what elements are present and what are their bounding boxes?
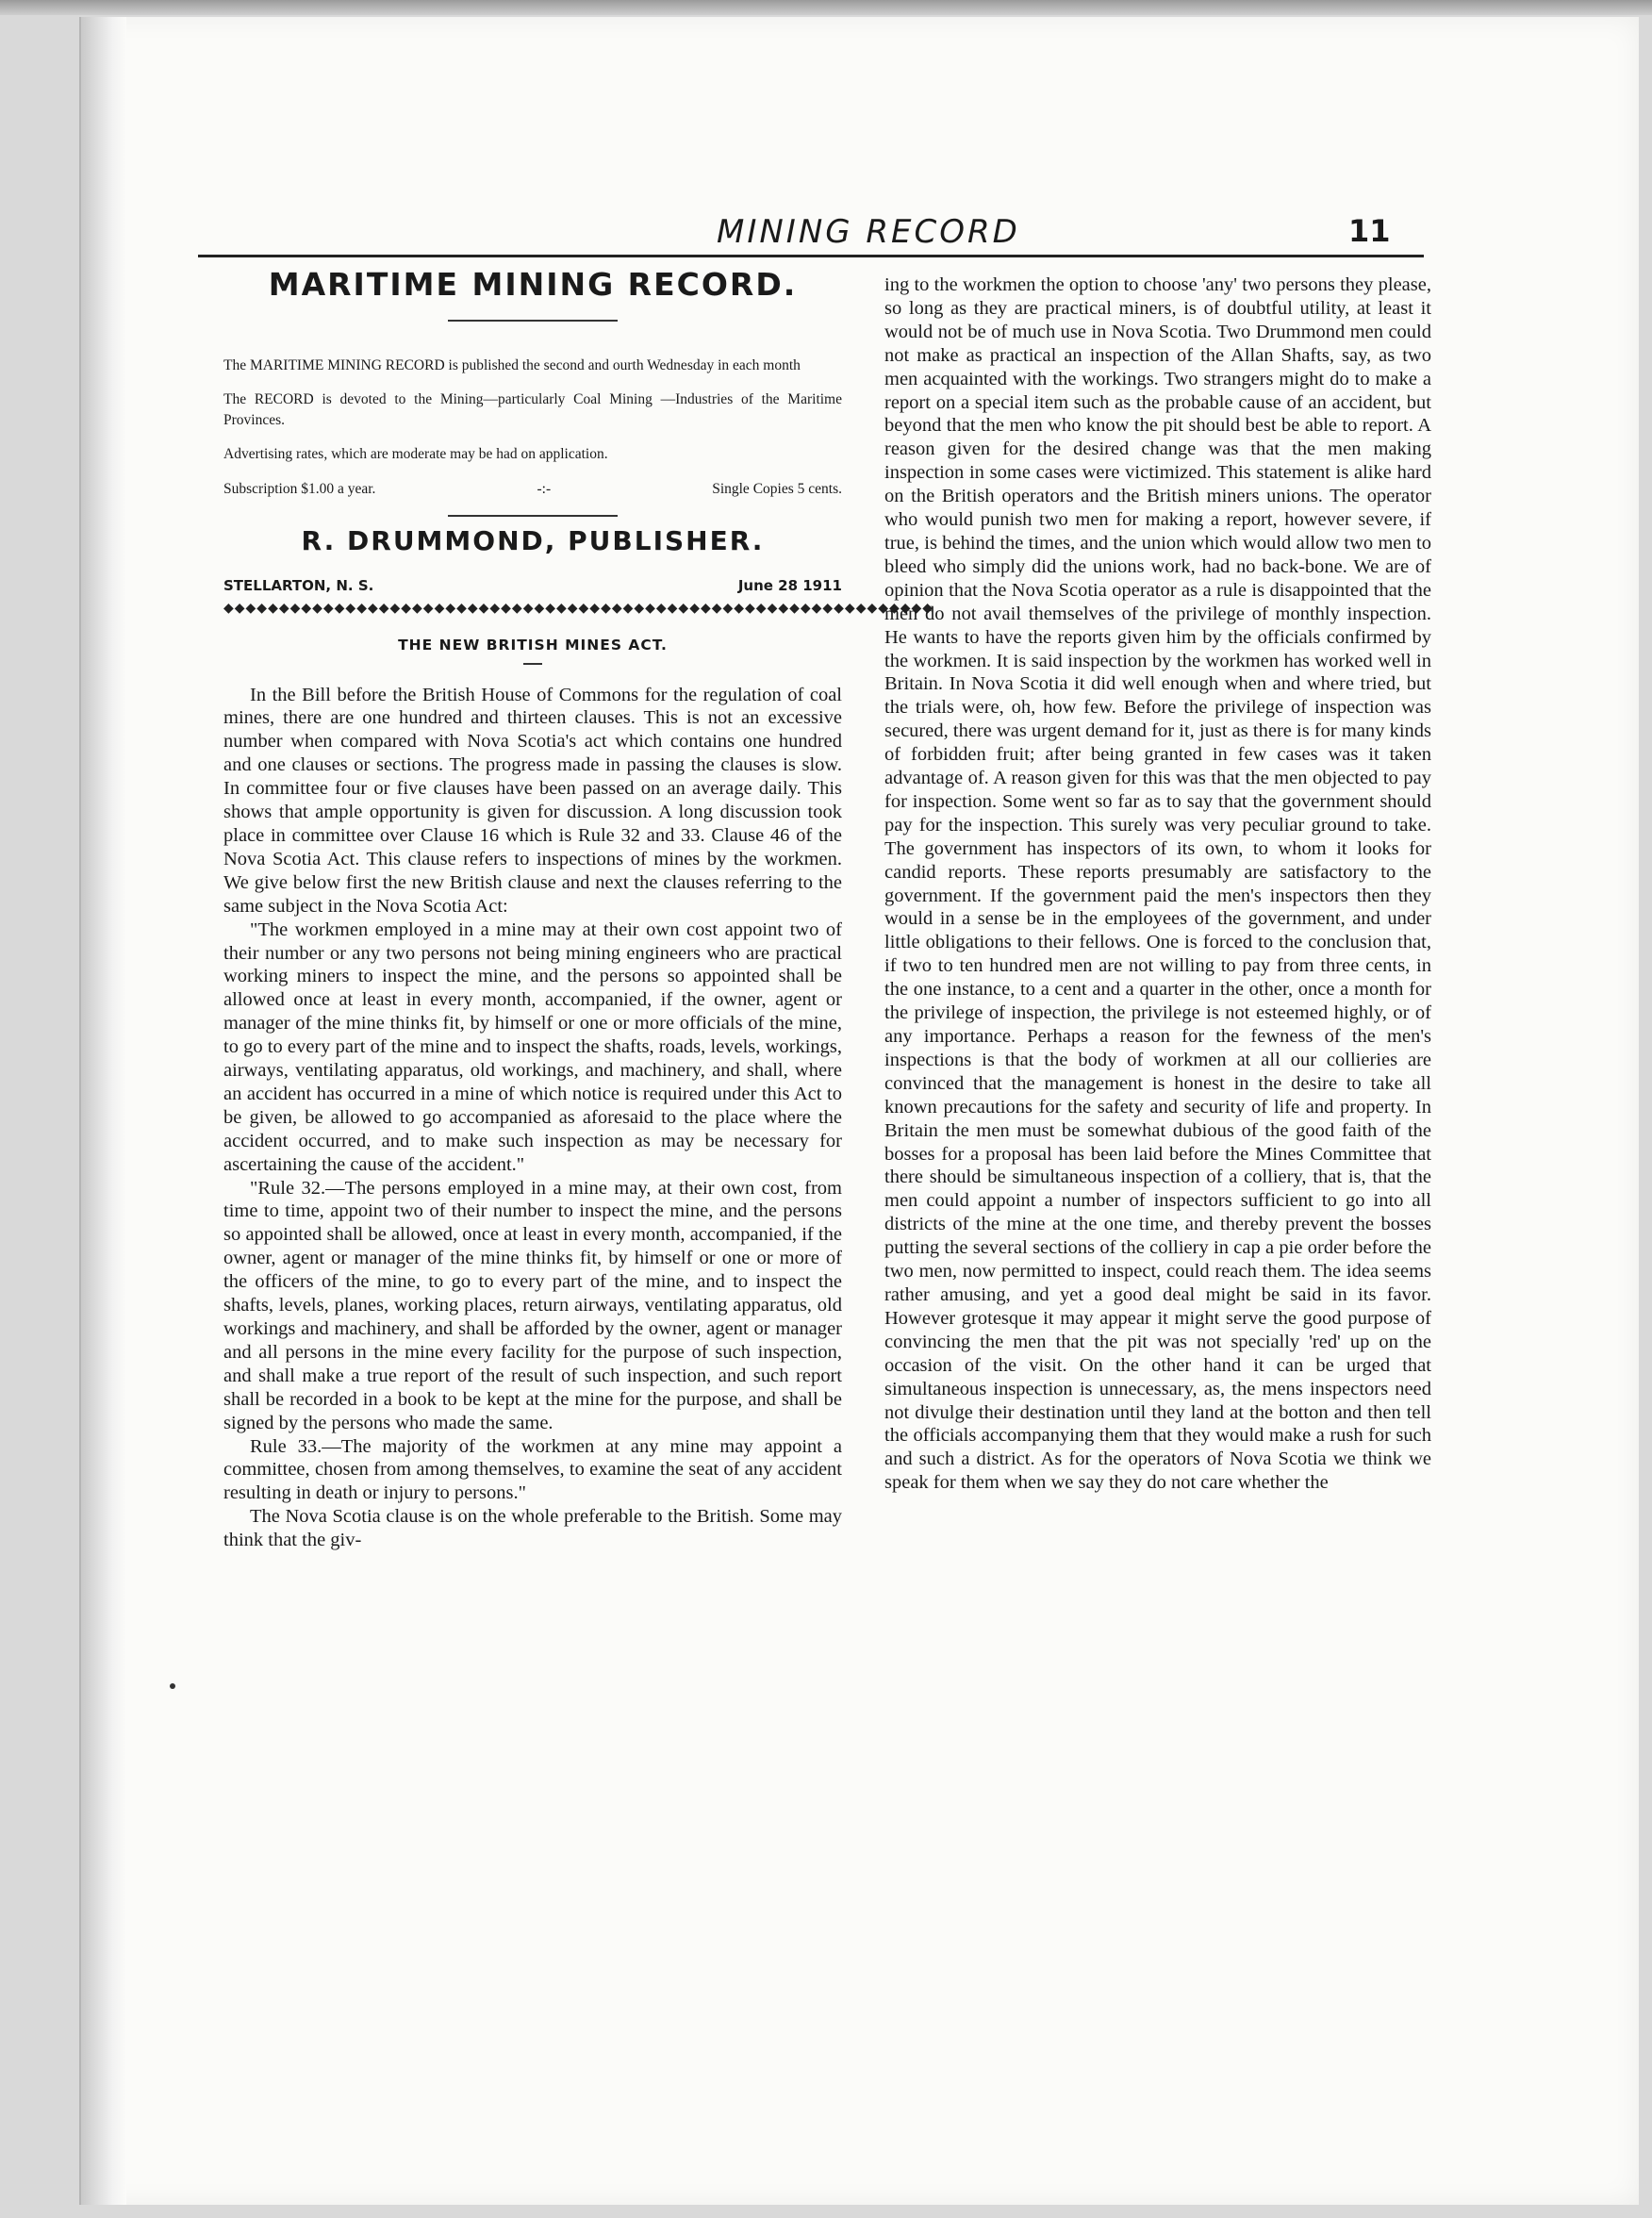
running-title: MINING RECORD xyxy=(717,213,1020,251)
subscription-line xyxy=(223,478,842,502)
header-rule xyxy=(198,255,1424,257)
left-column xyxy=(223,266,934,1552)
dateline-place: STELLARTON, N. S. xyxy=(223,576,374,594)
article-continuation: ing to the workmen the option to choose 'any' two persons they please, so long as they are practical miners, is of doubtful utility, at least it would not be of much use in Nova Scotia. Two Drummond men could not make as practical an inspection of the Allan Shafts, say, as two men acquainted with the workings. Two strangers might do to make a report on a special item such as the probable cause of an accident, but beyond that the men who know the pit should best be able to report. A reason given for the desired change was that the men making inspection in some cases were victimized. This statement is alike hard on the British operators and the British miners unions. The operator who would punish two men for making a report, however severe, if true, is behind the times, and the union which would allow two men to bleed who simply did the unions work, had no back-bone. We are of opinion that the Nova Scotia operator as a rule is disappointed that the men do not avail themselves of the privilege of monthly inspection. He wants to have the reports given him by the officials confirmed by the workmen. It is said inspection by the workmen has worked well in Britain. In Nova Scotia it did well enough when and where tried, but the trials were, oh, how few. Before the privilege of inspection was secured, there was urgent demand for it, just as there is for many kinds of forbidden fruit; after being granted in few cases was it taken advantage of. A reason given for this was that the men objected to pay for inspection. Some went so far as to say that the government should pay for the inspection. This surely was very peculiar ground to take. The government has inspectors of its own, to whom it looks for candid reports. These reports presumably are satisfactory to the government. If the government paid the men's inspectors then they would in a sense be in the employees of the government, and under little obligations to their fellows. One is forced to the conclusion that, if two to ten hundred men are not willing to pay from three cents, in the one instance, to a cent and a quarter in the other, once a month for the privilege of inspection, the privilege is not esteemed highly, or of any importance. Perhaps a reason for the fewness of the men's inspections is that the body of workmen at all our collieries are convinced that the management is honest in the desire to take all known precautions for the safety and security of life and property. In Britain the men must be somewhat dubious of the good faith of the bosses for a proposal has been laid before the Mines Committee that there should be simultaneous inspection of a colliery, that is, that the men could appoint a number of inspectors sufficient to go into all districts of the mine at the one time, and thereby prevent the bosses putting the several sections of the colliery in cap a pie order before the two men, now permitted to inspect, could reach them. The idea seems rather amusing, and yet a good deal might be said in its favor. However grotesque it may appear it might serve the good purpose of convincing the men that the pit was not specially 'red' up on the occasion of the visit. On the other hand it can be urged that simultaneous inspection is unnecessary, as, the mens inspectors need not divulge their destination until they land at the botton and then tell the officials accompanying them that they would make a rush for such and such a district. As for the operators of Nova Scotia we think we speak for them when we say they do not care whether the xyxy=(884,274,1431,1494)
ink-speck xyxy=(170,1683,175,1689)
advertising-notice: Advertising rates, which are moderate may be had on application. xyxy=(223,445,608,462)
article-paragraph: "The workmen employed in a mine may at their own cost appoint two of their number or any two persons not being mining engineers who are practical working miners to inspect the mine, and the persons so appointed shall be allowed once at least in every month, accompanied, if the owner, agent or manager of the mine thinks fit, by himself or one or more officials of the mine, to go to every part of the mine and to inspect the shafts, roads, levels, workings, airways, ventilating apparatus, old workings, and machinery, and shall, where an accident has occurred in a mine of which notice is required under this Act to be given, be allowed to go accompanied as aforesaid to the place where the accident occurred, and to make such inspection as may be necessary for ascertaining the cause of the accident." xyxy=(223,919,842,1175)
running-head xyxy=(198,206,1424,262)
article-title: THE NEW BRITISH MINES ACT. xyxy=(398,636,668,654)
masthead-title: MARITIME MINING RECORD. xyxy=(268,266,798,303)
devotion-notice: The RECORD is devoted to the Mining—particularly Coal Mining —Industries of the Maritime Provinces. xyxy=(223,390,842,428)
article-paragraph: The Nova Scotia clause is on the whole preferable to the British. Some may think that the giv- xyxy=(223,1506,842,1551)
masthead-rule xyxy=(448,320,618,322)
publisher-name: R. DRUMMOND, PUBLISHER. xyxy=(301,524,765,556)
title-rule xyxy=(523,663,542,665)
article-paragraph: "Rule 32.—The persons employed in a mine may, at their own cost, from time to time, appoint two of their number to inspect the mine, and the persons so appointed shall be allowed, once at least in every month, accompanied, if the owner, agent or manager of the mine thinks fit, by himself or one or more of the officers of the mine, to go to every part of the mine, and to inspect the shafts, levels, planes, working places, return airways, ventilating apparatus, old workings and machinery, and shall be afforded by the owner, agent or manager and all persons in the mine every facility for the purpose of such inspection, and shall make a true report of the result of such inspection, and such report shall be recorded in a book to be kept at the mine for the purpose, and shall be signed by the persons who made the same. xyxy=(223,1177,842,1433)
ornament-rule: ◆◆◆◆◆◆◆◆◆◆◆◆◆◆◆◆◆◆◆◆◆◆◆◆◆◆◆◆◆◆◆◆◆◆◆◆◆◆◆◆◆◆◆◆◆◆◆◆◆◆◆◆◆◆◆◆◆◆◆◆◆◆◆◆ xyxy=(223,601,934,616)
single-copy-price: Single Copies 5 cents. xyxy=(712,480,842,497)
article-paragraph: Rule 33.—The majority of the workmen at any mine may appoint a committee, chosen from among themselves, to examine the seat of any accident resulting in death or injury to persons." xyxy=(223,1435,842,1504)
publication-notice: The MARITIME MINING RECORD is published the second and ourth Wednesday in each month xyxy=(223,356,801,373)
publisher-rule xyxy=(448,515,618,517)
page-number: 11 xyxy=(1348,213,1391,249)
subscription-price: Subscription $1.00 a year. xyxy=(223,480,376,497)
binding-spine xyxy=(81,17,126,2205)
dateline-date: June 28 1911 xyxy=(737,576,842,594)
subscription-separator: -:- xyxy=(537,480,552,497)
dateline xyxy=(223,574,842,598)
right-column xyxy=(884,273,1431,1495)
scan-edge xyxy=(0,0,1652,15)
article-paragraph: In the Bill before the British House of Commons for the regulation of coal mines, there are one hundred and thirteen clauses. This is not an excessive number when compared with Nova Scotia's act which contains one hundred and one clauses or sections. The progress made in passing the clauses is slow. In committee four or five clauses have been passed on an average daily. This shows that ample opportunity is given for discussion. A long discussion took place in committee over Clause 16 which is Rule 32 and 33. Clause 46 of the Nova Scotia Act. This clause refers to inspections of mines by the workmen. We give below first the new British clause and next the clauses referring to the same subject in the Nova Scotia Act: xyxy=(223,684,842,917)
